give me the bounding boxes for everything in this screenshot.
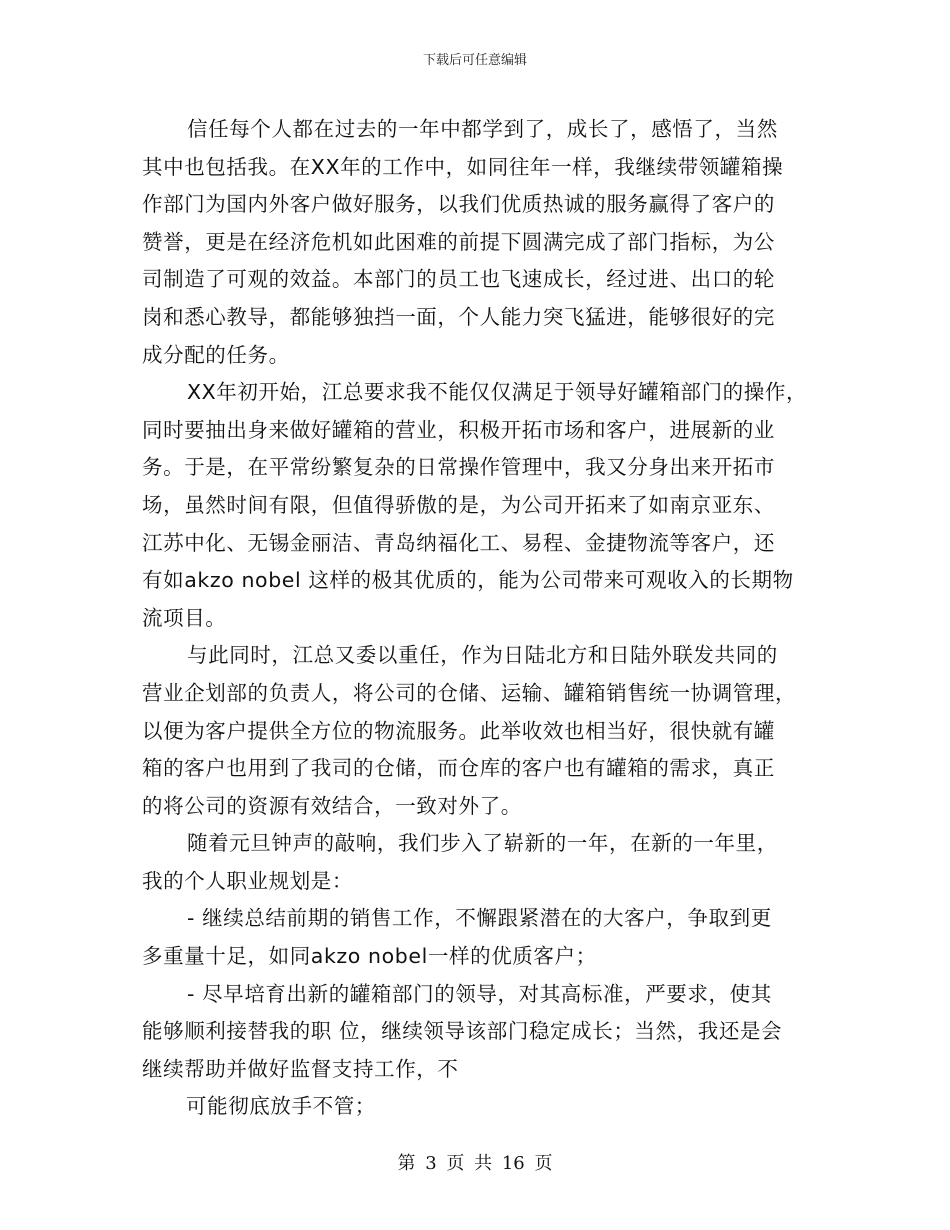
text-line: 司制造了可观的效益。本部门的员工也飞速成长，经过进、出口的轮 [142, 267, 775, 292]
text-line: 岗和悉心教导，都能够独挡一面，个人能力突飞猛进，能够很好的完 [142, 304, 775, 329]
text-line: 有如akzo nobel 这样的极其优质的，能为公司带来可观收入的长期物 [142, 568, 794, 593]
text-line: 成分配的任务。 [142, 342, 290, 367]
page-header-note: 下载后可任意编辑 [422, 53, 527, 68]
text-line: 随着元旦钟声的敲响，我们步入了崭新的一年，在新的一年里， [187, 831, 778, 856]
text-line: 营业企划部的负责人，将公司的仓储、运输、罐箱销售统一协调管理， [142, 680, 797, 705]
text-line: 同时要抽出身来做好罐箱的营业，积极开拓市场和客户，进展新的业 [142, 417, 775, 442]
text-line: 继续帮助并做好监督支持工作，不 [142, 1056, 459, 1081]
document-body [142, 113, 832, 1128]
text-line: 与此同时，江总又委以重任，作为日陆北方和日陆外联发共同的 [187, 643, 778, 668]
text-line: 的将公司的资源有效结合，一致对外了。 [142, 793, 522, 818]
text-line: 作部门为国内外客户做好服务，以我们优质热诚的服务赢得了客户的 [142, 192, 775, 217]
text-line: 务。于是，在平常纷繁复杂的日常操作管理中，我又分身出来开拓市 [142, 455, 775, 480]
text-line: 流项目。 [142, 605, 227, 630]
text-line: 赞誉，更是在经济危机如此困难的前提下圆满完成了部门指标，为公 [142, 229, 775, 254]
text-line: 其中也包括我。在XX年的工作中，如同往年一样，我继续带领罐箱操 [142, 154, 784, 179]
text-line: 箱的客户也用到了我司的仓储，而仓库的客户也有罐箱的需求，真正 [142, 756, 775, 781]
text-line: 江苏中化、无锡金丽洁、青岛纳福化工、易程、金捷物流等客户，还 [142, 530, 775, 555]
text-line: 能够顺利接替我的职 位，继续领导该部门稳定成长；当然，我还是会 [142, 1019, 783, 1044]
text-line: XX年初开始，江总要求我不能仅仅满足于领导好罐箱部门的操作， [187, 380, 808, 405]
text-line: 我的个人职业规划是： [142, 868, 353, 893]
page-number-indicator: 第 3 页 共 16 页 [397, 1153, 553, 1174]
text-line: 场，虽然时间有限，但值得骄傲的是，为公司开拓来了如南京亚东、 [142, 492, 775, 517]
text-line: 以便为客户提供全方位的物流服务。此举收效也相当好，很快就有罐 [142, 718, 775, 743]
text-line: 信任每个人都在过去的一年中都学到了，成长了，感悟了，当然 [187, 117, 778, 141]
text-line: - 尽早培育出新的罐箱部门的领导，对其高标准，严要求，使其 [187, 981, 772, 1006]
text-line: - 继续总结前期的销售工作，不懈跟紧潜在的大客户，争取到更 [187, 906, 772, 931]
text-line: 多重量十足，如同akzo nobel一样的优质客户； [142, 944, 597, 969]
text-line: 可能彻底放手不管； [186, 1094, 376, 1119]
